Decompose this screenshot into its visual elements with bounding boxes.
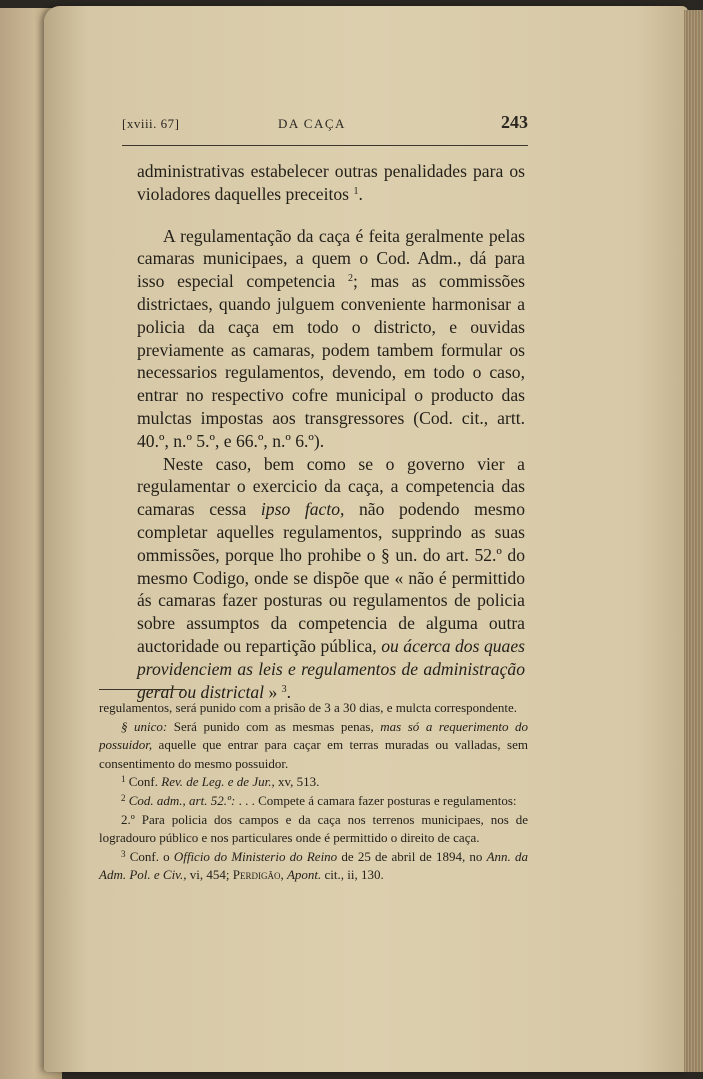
paragraph-3-italic-quote: ou ácerca dos quaes providenciem as leis e regulamentos de administração geral ou districtal	[137, 635, 525, 702]
unico-label: § unico:	[121, 718, 168, 734]
paragraph-1-end: .	[358, 183, 363, 204]
footnote-2-item: 2.º Para policia dos campos e da caça nos terrenos municipaes, nos de logradouro público e nos particulares onde é permittido o direito de caça.	[99, 811, 528, 846]
running-title: DA CAÇA	[278, 116, 346, 131]
footnote-3-number: 3	[121, 848, 126, 859]
footnote-3-text-a: Conf. o	[125, 848, 174, 864]
footnote-2-number: 2	[121, 792, 126, 803]
footnote-ref-1: 1	[353, 185, 359, 197]
footnote-3-italic-apont: Apont.	[286, 867, 322, 883]
running-header	[122, 112, 528, 134]
footnote-1-text-a: Conf.	[125, 774, 162, 790]
footnote-3-italic-officio: Officio do Ministerio do Reino	[173, 848, 338, 864]
footnote-3-text-c: vi, 454;	[186, 867, 233, 883]
unico-text-b: aquelle que entrar para caçar em terras muradas ou valladas, sem consentimento do mesmo possuidor.	[99, 737, 528, 771]
footnote-3-italic-annuario: Ann. da Adm. Pol. e Civ.,	[99, 848, 528, 883]
main-text	[137, 160, 525, 703]
footnote-continuation: regulamentos, será punido com a prisão de 3 a 30 dias, e mulcta correspondente.	[99, 700, 518, 715]
footnote-ref-3: 3	[281, 683, 287, 695]
footnote-3-author: Perdigão,	[232, 867, 284, 883]
page-stack-edge	[684, 10, 703, 1072]
paragraph-3-italic-ipso: ipso facto,	[260, 499, 345, 520]
footnote-2	[99, 792, 528, 811]
footnote-1-number: 1	[121, 774, 126, 785]
footnote-3-text-b: de 25 de abril de 1894, no	[337, 848, 487, 864]
paragraph-3-text-b: não podendo mesmo completar aquelles regulamentos, supprindo as suas ommissões, porque lho prohibe o § un. do art. 52.º do mesmo Codigo, onde se dispõe que « não é permittido ás camaras fazer posturas ou regulamentos de policia sobre assumptos da competencia de alguma outra auctoridade ou repartição pública,	[137, 499, 525, 656]
footnotes	[99, 699, 528, 885]
paragraph-1	[137, 160, 525, 206]
page-number: 243	[501, 112, 528, 132]
footnote-3	[99, 848, 528, 885]
paragraph-1-text: administrativas estabelecer outras penalidades para os violadores daquelles preceitos	[137, 161, 525, 204]
paragraph-3	[137, 453, 525, 704]
header-rule	[122, 145, 528, 146]
footnote-2-text-b: . . . Compete á camara fazer posturas e regulamentos:	[235, 792, 517, 808]
footnote-3-text-e: cit., ii, 130.	[321, 867, 384, 883]
paragraph-3-text-a: Neste caso, bem como se o governo vier a regulamentar o exercicio da caça, a competencia das camaras cessa	[137, 453, 525, 520]
paragraph-3-text-c: »	[264, 681, 282, 702]
footnote-2-italic: Cod. adm., art. 52.º:	[125, 792, 236, 808]
paragraph-3-end: .	[286, 681, 292, 702]
footnote-1-text-b: xv, 513.	[274, 774, 320, 790]
paragraph-2	[137, 225, 525, 453]
footnote-1	[99, 773, 528, 792]
unico-italic: mas só a requerimento do possuidor,	[99, 718, 528, 753]
footnote-unico	[99, 718, 528, 774]
footnote-rule	[99, 689, 185, 690]
paragraph-2-text-a: A regulamentação da caça é feita geralmente pelas camaras municipaes, a quem o Cod. Adm., dá para isso especial competencia	[137, 225, 525, 292]
footnote-ref-2: 2	[348, 273, 354, 285]
section-reference: [xviii. 67]	[122, 116, 180, 131]
unico-text-a: Será punido com as mesmas penas,	[167, 718, 381, 734]
paragraph-2-text-b: ; mas as commissões districtaes, quando julguem conveniente harmonisar a policia da caça em todo o districto, e ouvidas previamente as camaras, podem tambem formular os necessarios regulamentos, devendo, em todo o caso, entrar no respectivo cofre municipal o producto das mulctas impostas aos transgressores (Cod. cit., artt. 40.º, n.º 5.º, e 66.º, n.º 6.º).	[137, 271, 525, 451]
footnote-1-italic: Rev. de Leg. e de Jur.,	[161, 774, 275, 790]
